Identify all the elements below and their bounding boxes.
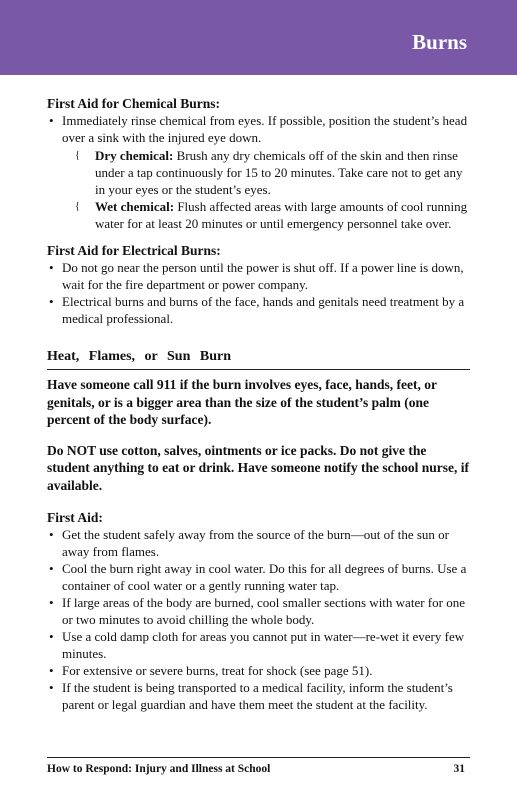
page-number: 31 bbox=[453, 763, 465, 775]
bullet-icon: • bbox=[49, 663, 54, 678]
bullet-icon: • bbox=[49, 595, 54, 610]
electrical-burns-heading: First Aid for Electrical Burns: bbox=[47, 243, 221, 258]
wet-chemical-text: Flush affected areas with large amounts of cool running water for at least 20 minutes or until emergency personnel take over. bbox=[95, 199, 468, 231]
header-band bbox=[0, 0, 517, 75]
list-item-text: Electrical burns and burns of the face, hands and genitals need treatment by a medical professional. bbox=[62, 294, 465, 326]
list-item-text: For extensive or severe burns, treat for shock (see page 51). bbox=[62, 663, 373, 678]
list-item-text: Get the student safely away from the source of the burn—out of the sun or away from flames. bbox=[62, 527, 450, 559]
do-not-paragraph: Do NOT use cotton, salves, ointments or ice packs. Do not give the student anything to eat or drink. Have someone notify the school nurse, if available. bbox=[47, 442, 470, 493]
list-item bbox=[47, 526, 470, 560]
list-item bbox=[47, 594, 470, 628]
dry-chemical-label: Dry chemical: bbox=[95, 148, 174, 163]
bullet-icon: • bbox=[49, 260, 54, 275]
first-aid-list bbox=[47, 526, 470, 713]
wet-chemical-label: Wet chemical: bbox=[95, 199, 175, 214]
chemical-sublist bbox=[62, 147, 470, 232]
call-911-paragraph: Have someone call 911 if the burn involves eyes, face, hands, feet, or genitals, or is a bigger area than the size of the student’s palm (one percent of the body surface). bbox=[47, 377, 437, 427]
list-item-text: If large areas of the body are burned, cool smaller sections with water for one or two minutes to avoid chilling the whole body. bbox=[62, 595, 465, 627]
list-item-text: Use a cold damp cloth for areas you cannot put in water—re-wet it every few minutes. bbox=[62, 629, 465, 661]
list-item bbox=[47, 679, 470, 713]
sub-bullet-icon: { bbox=[75, 201, 80, 212]
list-item bbox=[47, 259, 470, 293]
list-item-text: Do not go near the person until the power is shut off. If a power line is down, wait for the fire department or power company. bbox=[62, 260, 464, 292]
bullet-icon: • bbox=[49, 527, 54, 542]
bullet-icon: • bbox=[49, 294, 54, 309]
first-aid-heading: First Aid: bbox=[47, 510, 103, 525]
list-item bbox=[47, 112, 470, 232]
list-item-text: Cool the burn right away in cool water. Do this for all degrees of burns. Use a container of cool water or a gently running water tap. bbox=[62, 561, 467, 593]
heat-section-heading: Heat, Flames, or Sun Burn bbox=[47, 348, 470, 370]
sub-list-item bbox=[62, 147, 470, 198]
list-item-text: Immediately rinse chemical from eyes. If possible, position the student’s head over a sink with the injured eye down. bbox=[62, 113, 468, 145]
main-content bbox=[47, 95, 470, 713]
chemical-burns-list bbox=[47, 112, 470, 232]
chemical-burns-heading: First Aid for Chemical Burns: bbox=[47, 96, 220, 111]
electrical-burns-list bbox=[47, 259, 470, 327]
bullet-icon: • bbox=[49, 113, 54, 128]
sub-list-item bbox=[62, 198, 470, 232]
footer-title: How to Respond: Injury and Illness at School bbox=[47, 763, 271, 775]
bullet-icon: • bbox=[49, 680, 54, 695]
list-item bbox=[47, 560, 470, 594]
bullet-icon: • bbox=[49, 561, 54, 576]
list-item bbox=[47, 662, 470, 679]
list-item-text: If the student is being transported to a medical facility, inform the student’s parent or legal guardian and have them meet the student at the facility. bbox=[62, 680, 453, 712]
dry-chemical-text: Brush any dry chemicals off of the skin and then rinse under a tap continuously for 15 to 20 minutes. Take care not to get any in your eyes or the student’s eyes. bbox=[95, 148, 463, 197]
sub-bullet-icon: { bbox=[75, 150, 80, 161]
list-item bbox=[47, 628, 470, 662]
footer-divider bbox=[47, 757, 470, 758]
page-title: Burns bbox=[412, 30, 467, 54]
bullet-icon: • bbox=[49, 629, 54, 644]
list-item bbox=[47, 293, 470, 327]
